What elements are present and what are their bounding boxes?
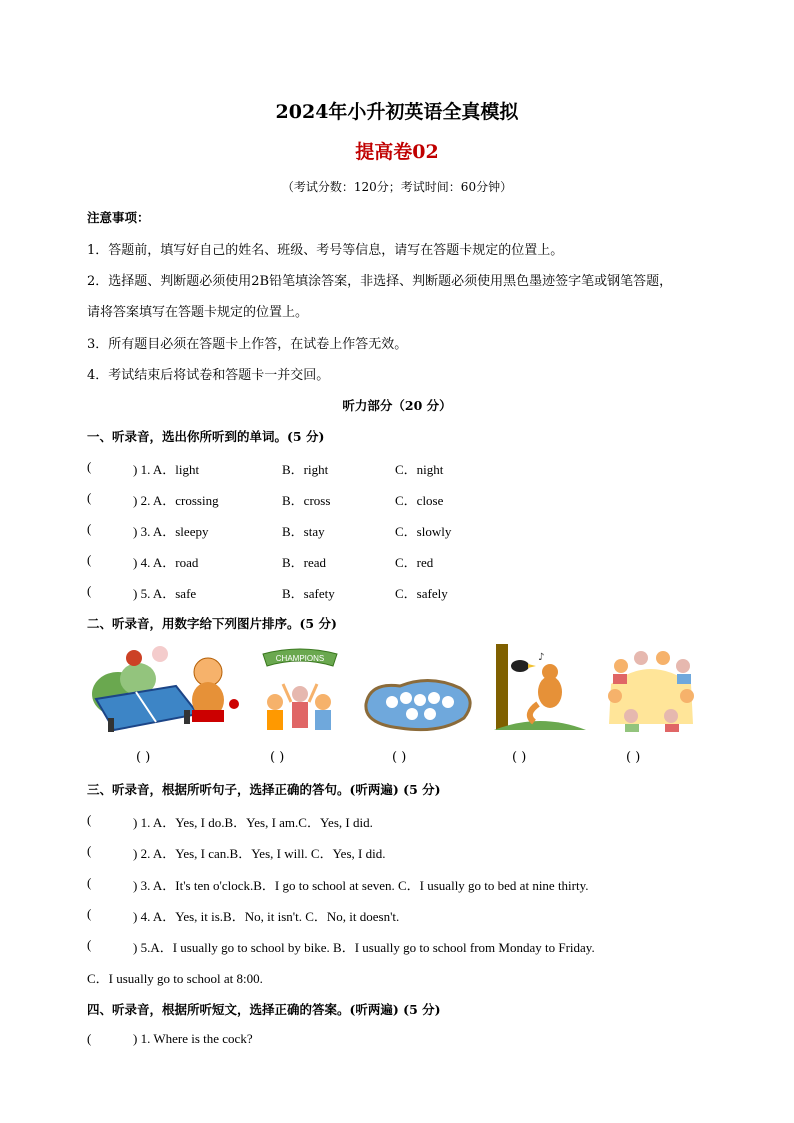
note-item: 2．选择题、判断题必须使用2B铅笔填涂答案，非选择、判断题必须使用黑色墨迹签字笔或钢笔答题， (87, 274, 673, 289)
picture-order-bracket[interactable]: ( ) (512, 750, 527, 765)
answer-bracket[interactable]: ( (87, 1031, 92, 1046)
option-a: ) 3. A．sleepy (133, 524, 209, 539)
note-item: 4．考试结束后将试卷和答题卡一并交回。 (87, 368, 330, 383)
option-b: B．safety (282, 586, 335, 601)
option-b: B．cross (282, 493, 331, 508)
question-text: ) 3. A．It's ten o'clock.B．I go to school at seven. C．I usually go to bed at nine thirty. (133, 878, 589, 893)
listening-header: 听力部分（20 分） (342, 398, 452, 413)
option-b: B．read (282, 555, 327, 570)
picture-order-bracket[interactable]: ( ) (626, 750, 641, 765)
option-c: C．slowly (395, 524, 452, 539)
answer-bracket[interactable]: ( (87, 490, 92, 505)
answer-bracket[interactable]: ( (87, 521, 92, 536)
question-text: ) 5.A．I usually go to school by bike. B．I usually go to school from Monday to Friday. (133, 940, 595, 955)
answer-bracket[interactable]: ( (87, 552, 92, 567)
picture-order-bracket[interactable]: ( ) (392, 750, 407, 765)
champions-banner-text: CHAMPIONS (275, 654, 325, 663)
answer-bracket[interactable]: ( (87, 583, 92, 598)
section1-heading: 一、听录音，选出你所听到的单词。(5 分) (87, 429, 325, 444)
option-a: ) 5. A．safe (133, 586, 197, 601)
note-item: 请将答案填写在答题卡规定的位置上。 (87, 305, 309, 320)
ping-pong-picture (88, 644, 240, 734)
children-group-picture (601, 644, 701, 734)
answer-bracket[interactable]: ( (87, 906, 92, 921)
section4-heading: 四、听录音，根据所听短文，选择正确的答案。(听两遍) (5 分) (87, 1002, 441, 1017)
option-c: C．safely (395, 586, 448, 601)
answer-bracket[interactable]: ( (87, 812, 92, 827)
section3-heading: 三、听录音，根据所听句子，选择正确的答句。(听两遍) (5 分) (87, 782, 441, 797)
option-a: ) 2. A．crossing (133, 493, 219, 508)
note-item: 1．答题前，填写好自己的姓名、班级、考号等信息，请写在答题卡规定的位置上。 (87, 243, 564, 258)
question-text: ) 1. Where is the cock? (133, 1031, 253, 1046)
option-a: ) 1. A．light (133, 462, 200, 477)
option-a: ) 4. A．road (133, 555, 199, 570)
section2-heading: 二、听录音，用数字给下列图片排序。(5 分) (87, 616, 337, 631)
page-title: 2024年小升初英语全真模拟 (275, 101, 519, 123)
question-text: ) 1. A．Yes, I do.B．Yes, I am.C．Yes, I did. (133, 815, 373, 830)
option-c: C．night (395, 462, 444, 477)
option-c: C．close (395, 493, 444, 508)
answer-bracket[interactable]: ( (87, 459, 92, 474)
question-continuation: C．I usually go to school at 8:00. (87, 971, 263, 986)
paper-subtitle: 提高卷02 (355, 141, 439, 163)
question-text: ) 2. A．Yes, I can.B．Yes, I will. C．Yes, I did. (133, 846, 386, 861)
picture-order-bracket[interactable]: ( ) (270, 750, 285, 765)
question-text: ) 4. A．Yes, it is.B．No, it isn't. C．No, it doesn't. (133, 909, 400, 924)
exam-info: （考试分数：120分；考试时间：60分钟） (281, 180, 513, 194)
picture-order-bracket[interactable]: ( ) (136, 750, 151, 765)
crow-fox-picture (494, 644, 586, 734)
answer-bracket[interactable]: ( (87, 937, 92, 952)
svg-text:♪: ♪ (538, 652, 545, 663)
option-c: C．red (395, 555, 434, 570)
pond-picture (360, 644, 478, 734)
notes-heading: 注意事项： (87, 210, 150, 225)
answer-bracket[interactable]: ( (87, 875, 92, 890)
champions-picture (255, 644, 345, 734)
note-item: 3．所有题目必须在答题卡上作答，在试卷上作答无效。 (87, 337, 408, 352)
answer-bracket[interactable]: ( (87, 843, 92, 858)
option-b: B．right (282, 462, 329, 477)
option-b: B．stay (282, 524, 325, 539)
